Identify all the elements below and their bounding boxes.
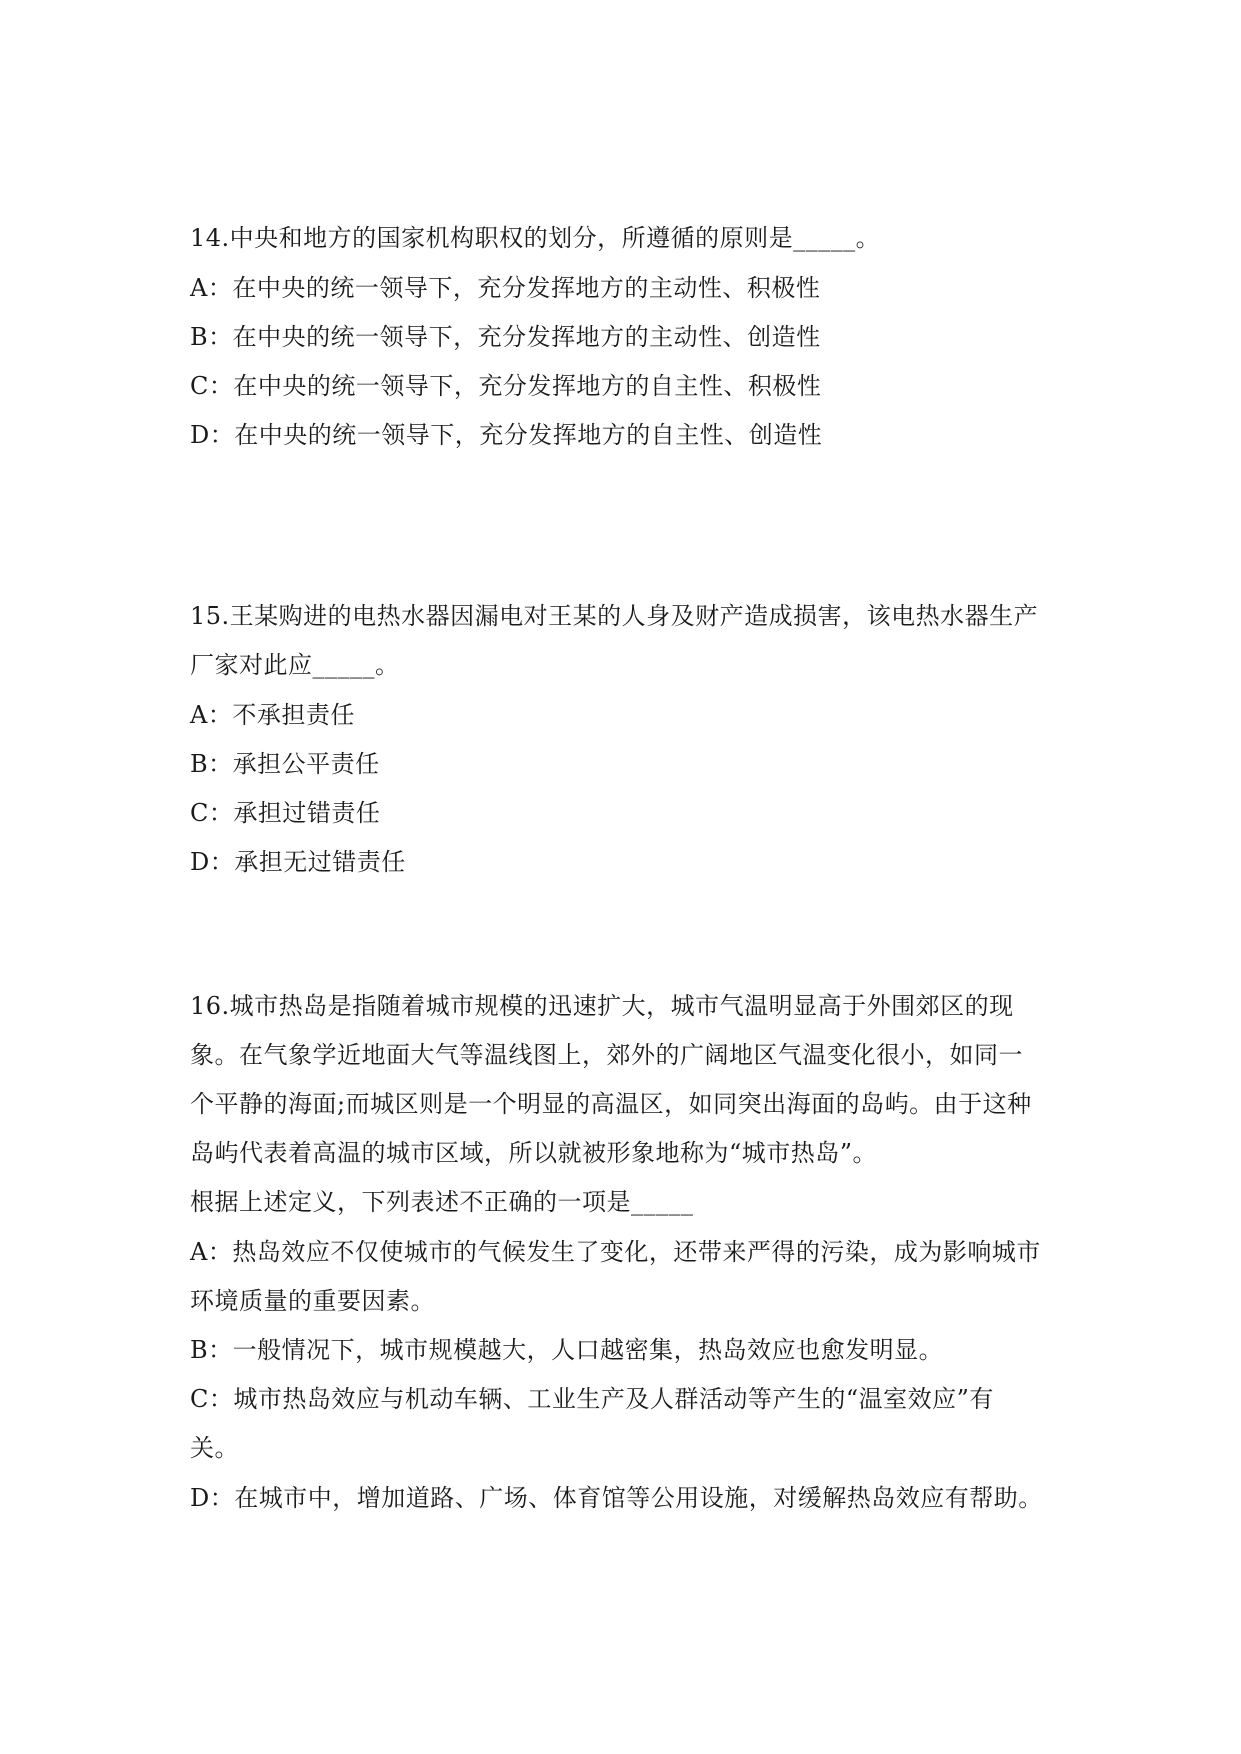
- question-16-stem-line-3: 个平静的海面;而城区则是一个明显的高温区，如同突出海面的岛屿。由于这种: [190, 1090, 1032, 1118]
- question-16-option-a-line-2: 环境质量的重要因素。: [190, 1287, 435, 1315]
- question-14-option-d: D：在中央的统一领导下，充分发挥地方的自主性、创造性: [190, 421, 823, 449]
- question-16-stem-line-2: 象。在气象学近地面大气等温线图上，郊外的广阔地区气温变化很小，如同一: [190, 1041, 1023, 1069]
- question-15-option-a: A：不承担责任: [190, 701, 355, 729]
- question-15-stem-line-1: 15.王某购进的电热水器因漏电对王某的人身及财产造成损害，该电热水器生产: [190, 602, 1039, 630]
- question-16-option-c-line-2: 关。: [190, 1434, 239, 1462]
- question-16-option-b: B：一般情况下，城市规模越大，人口越密集，热岛效应也愈发明显。: [190, 1336, 944, 1364]
- question-16-stem-line-1: 16.城市热岛是指随着城市规模的迅速扩大，城市气温明显高于外围郊区的现: [190, 992, 1014, 1020]
- question-15-option-c: C：承担过错责任: [190, 799, 381, 827]
- question-14-option-a: A：在中央的统一领导下，充分发挥地方的主动性、积极性: [190, 274, 821, 302]
- question-16-option-a-line-1: A：热岛效应不仅使城市的气候发生了变化，还带来严得的污染，成为影响城市: [190, 1238, 1041, 1266]
- question-15-option-b: B：承担公平责任: [190, 750, 380, 778]
- question-16-option-c-line-1: C：城市热岛效应与机动车辆、工业生产及人群活动等产生的“温室效应”有: [190, 1385, 994, 1413]
- question-14-option-b: B：在中央的统一领导下，充分发挥地方的主动性、创造性: [190, 323, 821, 351]
- question-15-option-d: D：承担无过错责任: [190, 848, 406, 876]
- question-14-stem-line-1: 14.中央和地方的国家机构职权的划分，所遵循的原则是_____。: [190, 224, 881, 252]
- question-15-stem-line-2: 厂家对此应_____。: [190, 651, 400, 679]
- question-16-stem-line-5: 根据上述定义，下列表述不正确的一项是_____: [190, 1188, 694, 1216]
- question-16-stem-line-4: 岛屿代表着高温的城市区域，所以就被形象地称为“城市热岛”。: [190, 1139, 878, 1167]
- question-16-option-d: D：在城市中，增加道路、广场、体育馆等公用设施，对缓解热岛效应有帮助。: [190, 1484, 1043, 1512]
- question-14-option-c: C：在中央的统一领导下，充分发挥地方的自主性、积极性: [190, 372, 822, 400]
